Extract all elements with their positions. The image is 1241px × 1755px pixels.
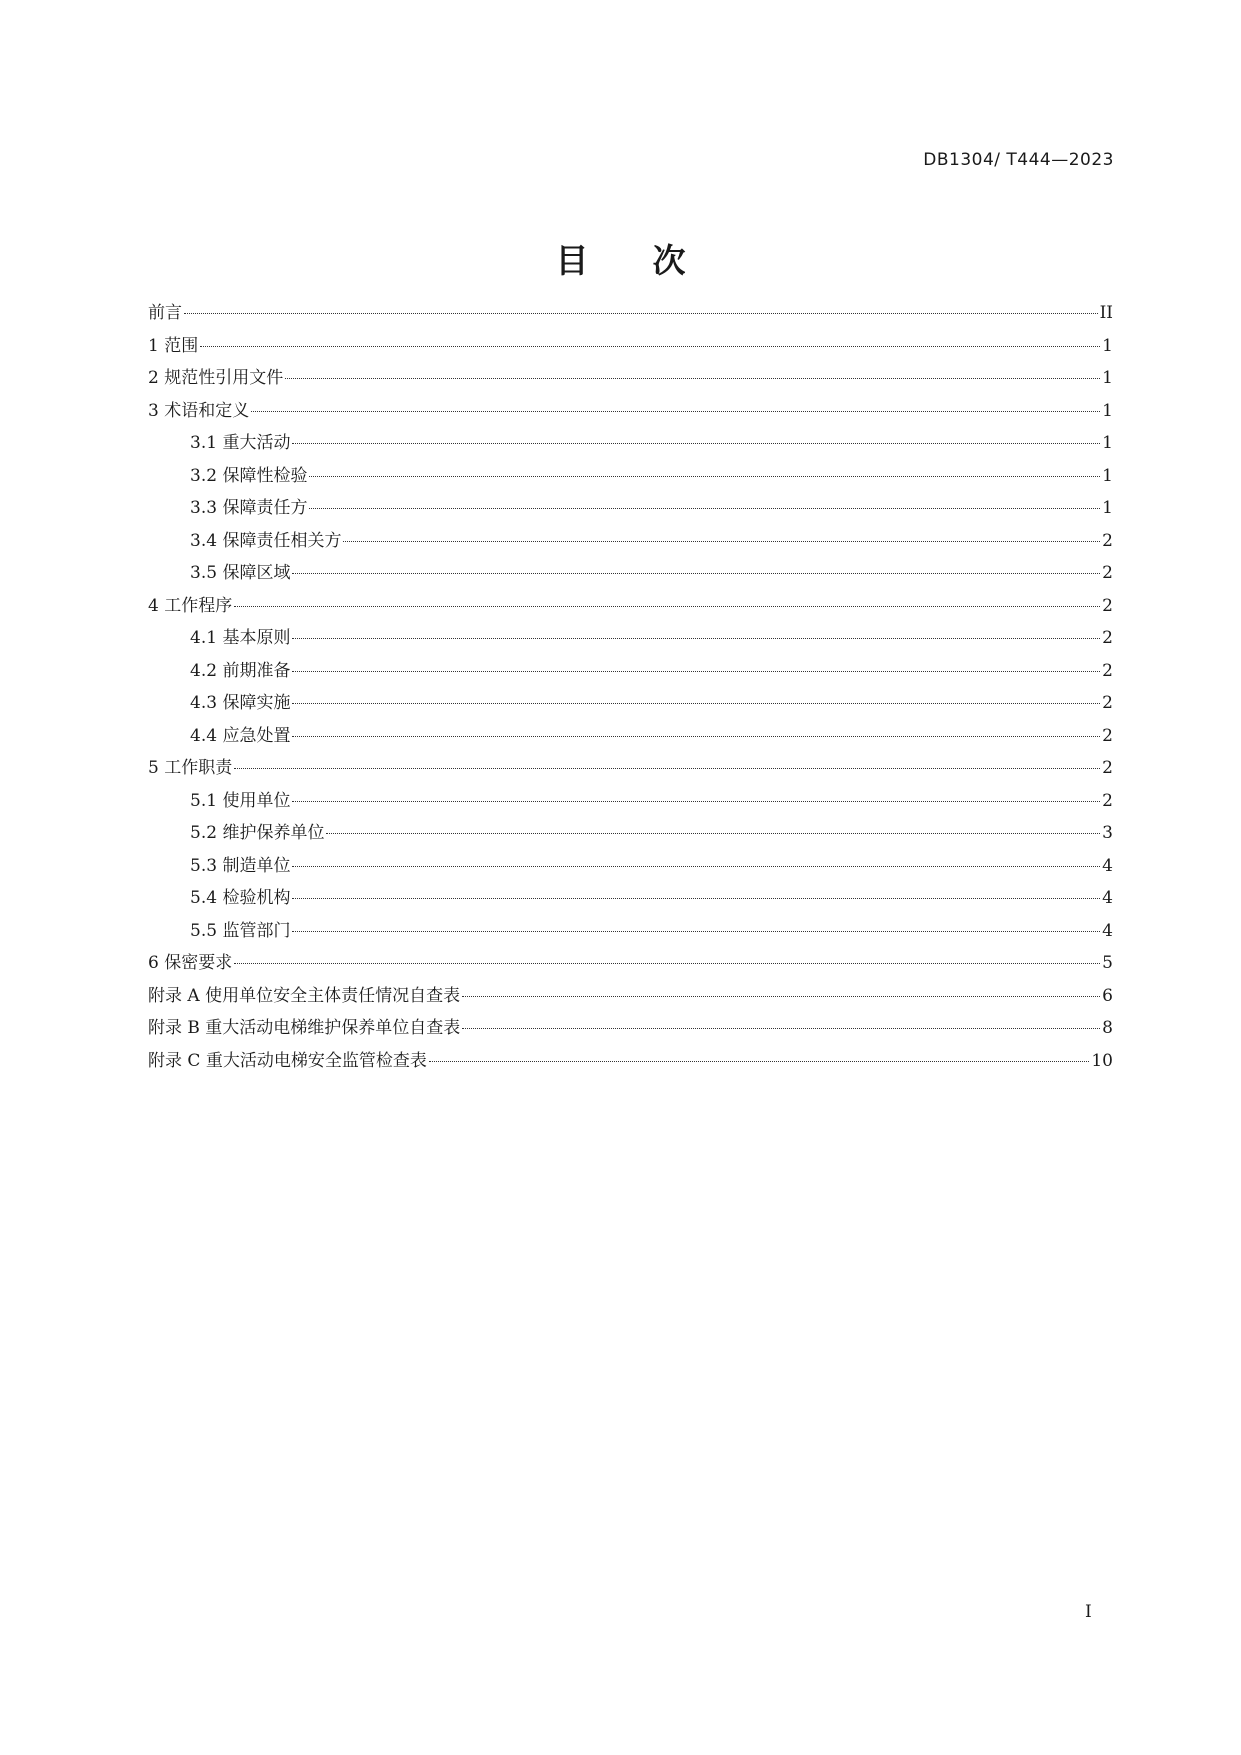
- toc-entry-page: 1: [1102, 400, 1113, 421]
- toc-entry[interactable]: [148, 655, 1113, 688]
- toc-dot-leader: [462, 995, 1100, 997]
- toc-dot-leader: [292, 572, 1100, 574]
- toc-entry-page: 1: [1102, 335, 1113, 356]
- toc-dot-leader: [292, 800, 1100, 802]
- toc-dot-leader: [429, 1060, 1090, 1062]
- page-number: I: [1085, 1602, 1092, 1622]
- toc-entry-page: 5: [1102, 953, 1113, 973]
- toc-entry-label: 3.3 保障责任方: [190, 498, 308, 518]
- toc-entry-label: 3 术语和定义: [148, 400, 250, 421]
- toc-list: [148, 297, 1113, 1077]
- toc-entry-label: 3.1 重大活动: [190, 433, 291, 453]
- toc-dot-leader: [292, 865, 1100, 867]
- toc-entry-label: 2 规范性引用文件: [148, 368, 284, 388]
- toc-entry-label: 4.1 基本原则: [190, 628, 291, 648]
- toc-entry[interactable]: [148, 460, 1113, 493]
- toc-entry-page: 8: [1102, 1018, 1113, 1038]
- toc-entry-label: 6 保密要求: [148, 953, 233, 973]
- toc-entry-label: 4.3 保障实施: [190, 693, 291, 713]
- toc-dot-leader: [234, 767, 1100, 769]
- toc-entry-label: 3.2 保障性检验: [190, 465, 308, 486]
- toc-entry[interactable]: [148, 785, 1113, 818]
- toc-entry[interactable]: [148, 915, 1113, 948]
- toc-entry[interactable]: [148, 525, 1113, 558]
- toc-dot-leader: [251, 410, 1100, 412]
- toc-entry[interactable]: [148, 557, 1113, 590]
- toc-entry-page: 1: [1102, 368, 1113, 388]
- toc-dot-leader: [292, 442, 1100, 444]
- toc-entry-label: 附录 B 重大活动电梯维护保养单位自查表: [148, 1018, 461, 1038]
- toc-dot-leader: [309, 475, 1100, 477]
- toc-entry[interactable]: [148, 687, 1113, 720]
- toc-dot-leader: [234, 962, 1100, 964]
- toc-entry-label: 3.4 保障责任相关方: [190, 530, 342, 551]
- toc-entry[interactable]: [148, 882, 1113, 915]
- toc-entry-label: 4.4 应急处置: [190, 725, 291, 746]
- toc-entry-label: 5.1 使用单位: [190, 790, 291, 811]
- toc-entry-page: 2: [1102, 758, 1113, 778]
- toc-entry-label: 5.4 检验机构: [190, 888, 291, 908]
- toc-entry-page: II: [1099, 303, 1113, 323]
- toc-entry-page: 2: [1102, 530, 1113, 551]
- toc-entry-page: 2: [1102, 563, 1113, 583]
- toc-entry[interactable]: [148, 1045, 1113, 1078]
- toc-entry-page: 2: [1102, 628, 1113, 648]
- toc-entry[interactable]: [148, 622, 1113, 655]
- toc-entry-page: 4: [1102, 855, 1113, 876]
- toc-dot-leader: [292, 897, 1100, 899]
- toc-entry-page: 2: [1102, 790, 1113, 811]
- toc-title-char: 目: [555, 241, 589, 280]
- toc-entry[interactable]: [148, 395, 1113, 428]
- toc-entry-label: 3.5 保障区域: [190, 563, 291, 583]
- toc-dot-leader: [285, 377, 1100, 379]
- toc-title: [0, 241, 1241, 281]
- toc-dot-leader: [292, 930, 1100, 932]
- toc-dot-leader: [462, 1027, 1100, 1029]
- toc-entry[interactable]: [148, 590, 1113, 623]
- toc-dot-leader: [292, 637, 1100, 639]
- toc-entry-page: 2: [1102, 693, 1113, 713]
- toc-entry[interactable]: [148, 980, 1113, 1013]
- toc-entry-page: 2: [1102, 660, 1113, 681]
- toc-dot-leader: [292, 670, 1100, 672]
- toc-dot-leader: [184, 312, 1098, 314]
- toc-entry-label: 4.2 前期准备: [190, 660, 291, 681]
- toc-entry[interactable]: [148, 362, 1113, 395]
- toc-entry-label: 5.5 监管部门: [190, 920, 291, 941]
- toc-entry-label: 前言: [148, 303, 182, 323]
- toc-entry-page: 2: [1102, 595, 1113, 616]
- toc-entry-label: 5.3 制造单位: [190, 855, 291, 876]
- toc-entry-page: 2: [1102, 725, 1113, 746]
- toc-dot-leader: [326, 832, 1100, 834]
- toc-entry-page: 1: [1102, 465, 1113, 486]
- toc-entry-page: 4: [1102, 920, 1113, 941]
- toc-entry-page: 1: [1102, 498, 1113, 518]
- toc-entry-label: 附录 A 使用单位安全主体责任情况自查表: [148, 985, 461, 1006]
- toc-entry-label: 1 范围: [148, 335, 199, 356]
- toc-entry[interactable]: [148, 330, 1113, 363]
- toc-dot-leader: [234, 605, 1100, 607]
- toc-entry[interactable]: [148, 720, 1113, 753]
- toc-entry[interactable]: [148, 297, 1113, 330]
- toc-entry-label: 5 工作职责: [148, 758, 233, 778]
- toc-dot-leader: [292, 702, 1100, 704]
- toc-entry-label: 4 工作程序: [148, 595, 233, 616]
- toc-entry[interactable]: [148, 752, 1113, 785]
- toc-dot-leader: [200, 345, 1100, 347]
- toc-entry[interactable]: [148, 1012, 1113, 1045]
- toc-entry-page: 1: [1102, 433, 1113, 453]
- toc-entry-page: 6: [1102, 985, 1113, 1006]
- toc-entry[interactable]: [148, 492, 1113, 525]
- toc-dot-leader: [309, 507, 1100, 509]
- toc-entry[interactable]: [148, 947, 1113, 980]
- toc-entry[interactable]: [148, 850, 1113, 883]
- document-code: DB1304/ T444—2023: [923, 150, 1114, 170]
- toc-entry-page: 10: [1091, 1050, 1113, 1071]
- toc-entry-page: 4: [1102, 888, 1113, 908]
- toc-entry[interactable]: [148, 427, 1113, 460]
- toc-dot-leader: [343, 540, 1100, 542]
- toc-entry[interactable]: [148, 817, 1113, 850]
- toc-entry-label: 5.2 维护保养单位: [190, 823, 325, 843]
- toc-entry-label: 附录 C 重大活动电梯安全监管检查表: [148, 1050, 427, 1071]
- toc-entry-page: 3: [1102, 823, 1113, 843]
- toc-title-char: 次: [652, 241, 686, 280]
- toc-dot-leader: [292, 735, 1100, 737]
